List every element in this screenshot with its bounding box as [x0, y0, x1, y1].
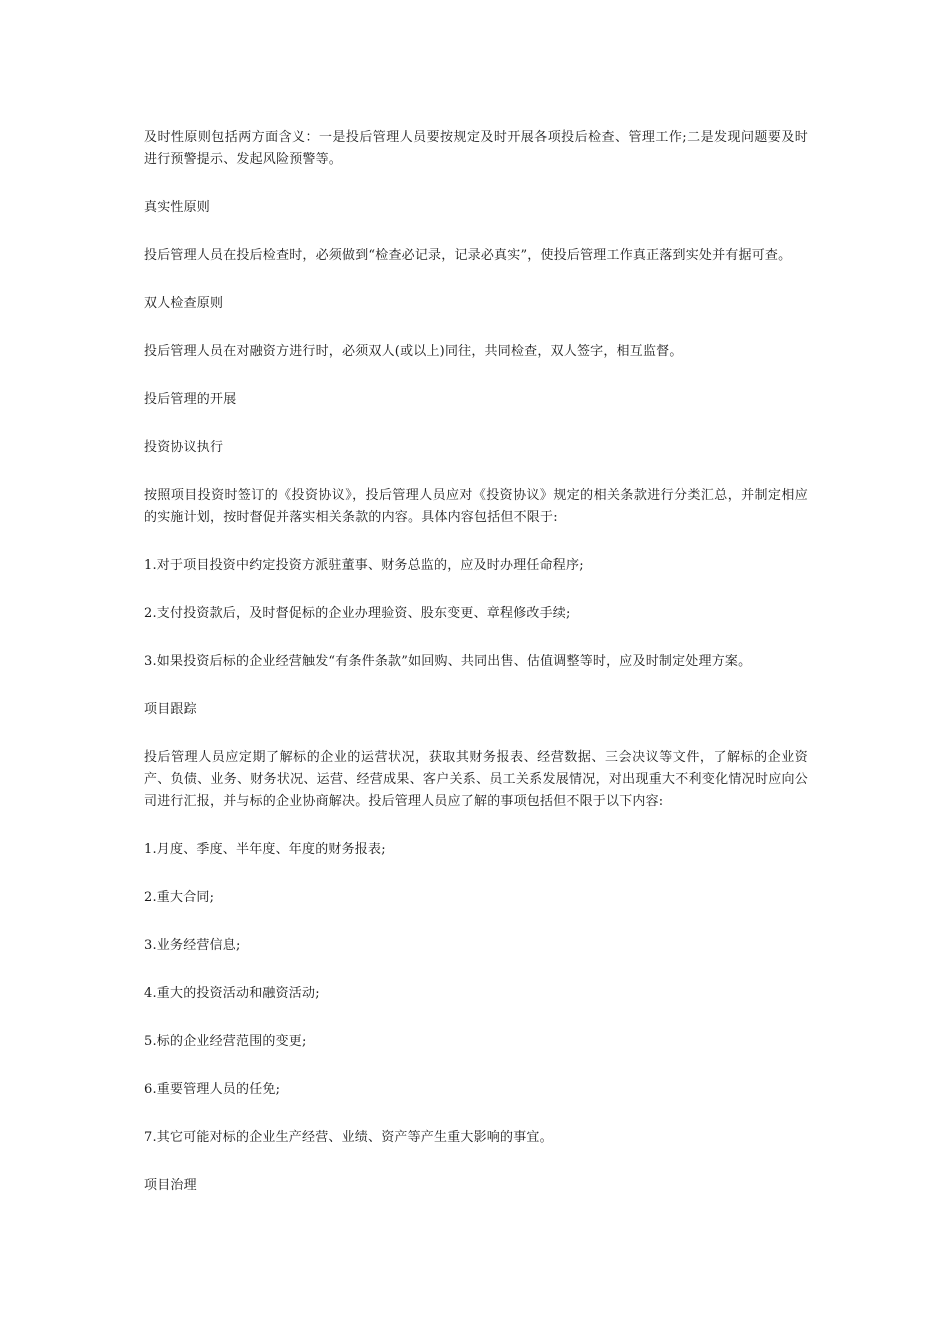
- list-item: 2.支付投资款后，及时督促标的企业办理验资、股东变更、章程修改手续;: [144, 606, 571, 621]
- list-item: 5.标的企业经营范围的变更;: [144, 1034, 307, 1049]
- list-item: 3.如果投资后标的企业经营触发“有条件条款”如回购、共同出售、估值调整等时，应及时制定处理方案。: [144, 654, 752, 669]
- list-item: 2.重大合同;: [144, 890, 215, 905]
- heading-agreement-execution: 投资协议执行: [144, 440, 224, 455]
- paragraph-project-tracking: 投后管理人员应定期了解标的企业的运营状况，获取其财务报表、经营数据、三会决议等文件，了解标的企业资产、负债、业务、财务状况、运营、经营成果、客户关系、员工关系发展情况，对出现重大不利变化情况时应向公司进行汇报，并与标的企业协商解决。投后管理人员应了解的事项包括但不限于以下内容:: [144, 750, 808, 809]
- list-item: 1.月度、季度、半年度、年度的财务报表;: [144, 842, 386, 857]
- list-item: 1.对于项目投资中约定投资方派驻董事、财务总监的，应及时办理任命程序;: [144, 558, 584, 573]
- list-item: 4.重大的投资活动和融资活动;: [144, 986, 320, 1001]
- heading-project-tracking: 项目跟踪: [144, 702, 197, 717]
- heading-dual-inspection-principle: 双人检查原则: [144, 296, 224, 311]
- heading-project-governance: 项目治理: [144, 1178, 197, 1193]
- list-item: 7.其它可能对标的企业生产经营、业绩、资产等产生重大影响的事宜。: [144, 1130, 553, 1145]
- paragraph-agreement-execution: 按照项目投资时签订的《投资协议》，投后管理人员应对《投资协议》规定的相关条款进行分类汇总，并制定相应的实施计划，按时督促并落实相关条款的内容。具体内容包括但不限于:: [144, 488, 808, 525]
- document-page: [144, 127, 808, 1223]
- list-item: 6.重要管理人员的任免;: [144, 1082, 281, 1097]
- heading-authenticity-principle: 真实性原则: [144, 200, 211, 215]
- paragraph-timeliness-principle: 及时性原则包括两方面含义：一是投后管理人员要按规定及时开展各项投后检查、管理工作;二是发现问题要及时进行预警提示、发起风险预警等。: [144, 130, 808, 167]
- heading-post-investment-management: 投后管理的开展: [144, 392, 237, 407]
- list-item: 3.业务经营信息;: [144, 938, 241, 953]
- paragraph-authenticity: 投后管理人员在投后检查时，必须做到“检查必记录，记录必真实”，使投后管理工作真正落到实处并有据可查。: [144, 248, 792, 263]
- paragraph-dual-inspection: 投后管理人员在对融资方进行时，必须双人(或以上)同往，共同检查，双人签字，相互监督。: [144, 344, 683, 359]
